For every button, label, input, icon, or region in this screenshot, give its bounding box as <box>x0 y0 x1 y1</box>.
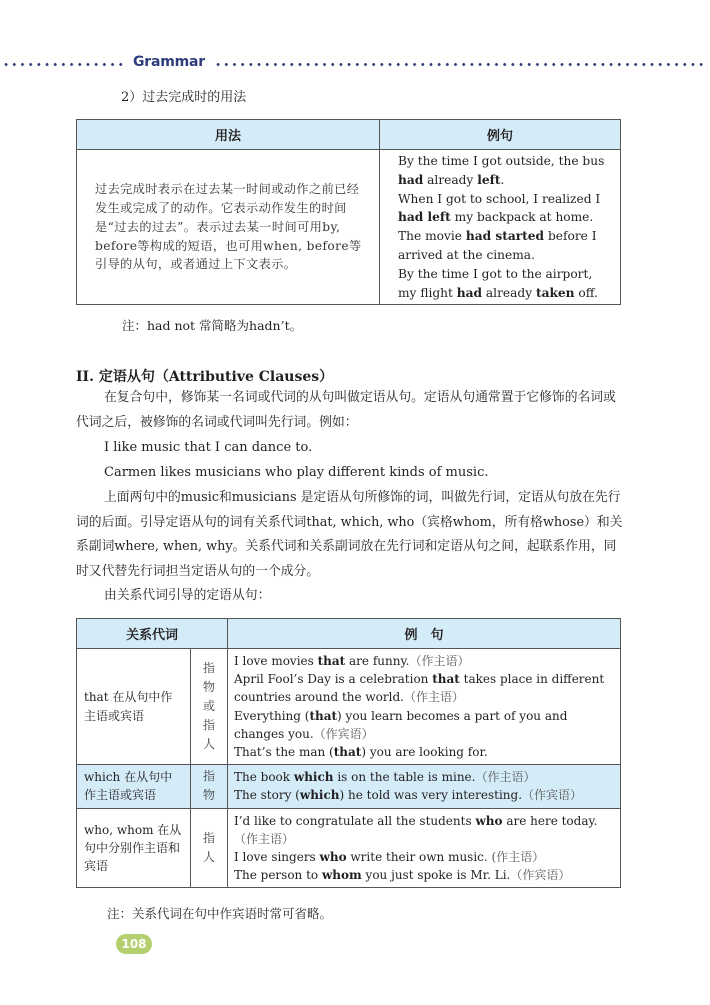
examples-cell <box>228 765 621 808</box>
table-row <box>77 808 621 888</box>
verb-highlight: had left <box>398 210 451 225</box>
refers-char: 或 <box>202 699 215 714</box>
paragraph-intro-table: 由关系代词引导的定语从句： <box>104 588 271 603</box>
table2-header-pronoun: 关系代词 <box>77 619 228 649</box>
pronoun-highlight: that <box>309 708 338 723</box>
function-note: (作主语） <box>491 850 545 865</box>
function-note: （作主语） <box>475 770 536 785</box>
note-omission: 注：关系代词在句中作宾语时常可省略。 <box>107 906 333 921</box>
sentence-text: takes place in different countries around the world. <box>234 672 605 705</box>
function-note: （作宾语） <box>313 726 374 741</box>
sentence-text: By the time I got to the airport, my flight <box>398 266 593 300</box>
header-title: Grammar <box>133 54 205 70</box>
sentence-text: ) you are looking for. <box>361 745 488 760</box>
function-note: （作主语） <box>234 831 295 846</box>
example-sentence <box>234 786 616 804</box>
refers-char: 物 <box>202 788 215 803</box>
past-perfect-table <box>76 119 621 305</box>
refers-cell <box>191 649 228 765</box>
sentence-text: are here today. <box>502 813 598 828</box>
pronoun-highlight: which <box>299 788 340 803</box>
section-title: II. 定语从句（Attributive Clauses） <box>76 369 334 385</box>
sentence-text: I love singers <box>234 850 320 865</box>
sentence-text: The book <box>234 770 294 785</box>
pronoun-highlight: that <box>333 745 362 760</box>
pronoun-highlight: who <box>475 813 503 828</box>
sentence-text: April Fool’s Day is a celebration <box>234 672 433 687</box>
example-sentence <box>234 866 616 884</box>
example-sentence <box>234 670 616 706</box>
paragraph-definition: 在复合句中，修饰某一名词或代词的从句叫做定语从句。定语从句通常置于它修饰的名词或代词之后，被修饰的名词或代词叫先行词。例如： <box>76 390 616 430</box>
paragraph-explanation: 上面两句中的music和musicians 是定语从句所修饰的词，叫做先行词，定语从句放在先行词的后面。引导定语从句的词有关系代词that, which, who（宾格whom，所有格whose）和关系副词where, when, why。关系代词和关系副词放在先行词和定语从句之间，起联系作用，同时又代替先行词担当定语从句的一个成分。 <box>76 490 623 579</box>
pronoun-highlight: that <box>317 654 346 668</box>
table1-header-examples: 例句 <box>380 120 621 150</box>
sentence-text: already <box>482 285 536 300</box>
example-sentence <box>234 652 616 670</box>
pronoun-cell: who, whom 在从句中分别作主语和宾语 <box>77 808 191 888</box>
sentence-text: The person to <box>234 868 322 883</box>
refers-text <box>191 767 227 805</box>
pronoun-highlight: that <box>432 672 460 687</box>
note-hadnt: 注：had not 常简略为hadn’t。 <box>122 318 303 333</box>
table1-header-usage: 用法 <box>77 120 380 150</box>
page-header <box>0 54 710 74</box>
table-row <box>77 649 621 765</box>
verb-highlight: had <box>398 172 424 187</box>
refers-text <box>191 829 227 867</box>
examples-cell <box>228 649 621 765</box>
sentence-text: write their own music. <box>346 850 492 865</box>
refers-char: 人 <box>202 850 215 865</box>
example-sentence <box>234 707 616 743</box>
pronoun-cell: that 在从句中作主语或宾语 <box>77 649 191 765</box>
example-sentence <box>398 152 610 190</box>
sentence-text: By the time I got outside, the bus <box>398 154 605 168</box>
function-note: （作主语） <box>403 690 464 705</box>
sentence-text: off. <box>574 285 598 300</box>
function-note: （作主语） <box>409 654 470 668</box>
sentence-text: is on the table is mine. <box>333 770 476 785</box>
sentence-text: already <box>423 172 478 187</box>
pronoun-highlight: who <box>319 850 347 865</box>
example-sentence-1: I like music that I can dance to. <box>104 440 313 455</box>
function-note: （作宾语） <box>522 788 583 803</box>
dotted-rule-left <box>2 63 124 66</box>
sentence-text: my backpack at home. <box>450 210 594 225</box>
examples-cell <box>228 808 621 888</box>
relative-pronoun-table <box>76 618 621 888</box>
example-sentence <box>398 265 610 303</box>
refers-cell <box>191 765 228 808</box>
example-sentence <box>234 848 616 866</box>
example-sentence <box>398 190 610 228</box>
verb-highlight: had started <box>465 229 545 244</box>
sentence-text: When I got to school, I realized I <box>398 191 601 206</box>
usage-cell: 过去完成时表示在过去某一时间或动作之前已经发生或完成了的动作。它表示动作发生的时间是“过去的过去”。表示过去某一时间可用by, before等构成的短语，也可用when, before等引导的从句，或者通过上下文表示。 <box>77 150 380 305</box>
subheading: 2）过去完成时的用法 <box>121 90 247 105</box>
sentence-text: you just spoke is Mr. Li. <box>361 868 511 883</box>
refers-char: 指 <box>202 718 215 733</box>
refers-char: 指 <box>202 769 215 784</box>
example-sentence <box>398 227 610 265</box>
sentence-text: ) he told was very interesting. <box>339 788 523 803</box>
table-row <box>77 765 621 808</box>
refers-text <box>191 659 227 754</box>
sentence-text: before I arrived at the cinema. <box>398 229 597 262</box>
verb-highlight: left <box>477 172 501 187</box>
refers-char: 指 <box>202 831 215 846</box>
example-sentence <box>234 768 616 786</box>
sentence-text: Everything ( <box>234 708 310 723</box>
sentence-text: are funny. <box>345 654 410 668</box>
refers-cell <box>191 808 228 888</box>
sentence-text: I’d like to congratulate all the students <box>234 813 476 828</box>
sentence-text: ) you learn becomes a part of you and changes you. <box>234 708 568 741</box>
verb-highlight: had <box>456 285 483 300</box>
sentence-text: I love movies <box>234 654 318 668</box>
pronoun-highlight: which <box>293 770 334 785</box>
table2-header-examples: 例 句 <box>228 619 621 649</box>
sentence-text: The story ( <box>234 788 300 803</box>
refers-char: 指 <box>202 661 215 676</box>
example-sentence <box>234 812 616 848</box>
function-note: （作宾语） <box>510 868 571 883</box>
dotted-rule-right <box>214 63 708 66</box>
refers-char: 物 <box>202 680 215 695</box>
pronoun-cell: which 在从句中作主语或宾语 <box>77 765 191 808</box>
pronoun-highlight: whom <box>321 868 362 883</box>
page-number-badge: 108 <box>116 934 152 954</box>
sentence-text: The movie <box>398 229 466 244</box>
example-sentence-2: Carmen likes musicians who play different kinds of music. <box>104 465 489 480</box>
sentence-text: . <box>500 172 505 187</box>
examples-cell <box>380 150 621 305</box>
refers-char: 人 <box>202 737 215 752</box>
example-sentence <box>234 743 616 761</box>
verb-highlight: taken <box>535 285 575 300</box>
sentence-text: That’s the man ( <box>234 745 334 760</box>
